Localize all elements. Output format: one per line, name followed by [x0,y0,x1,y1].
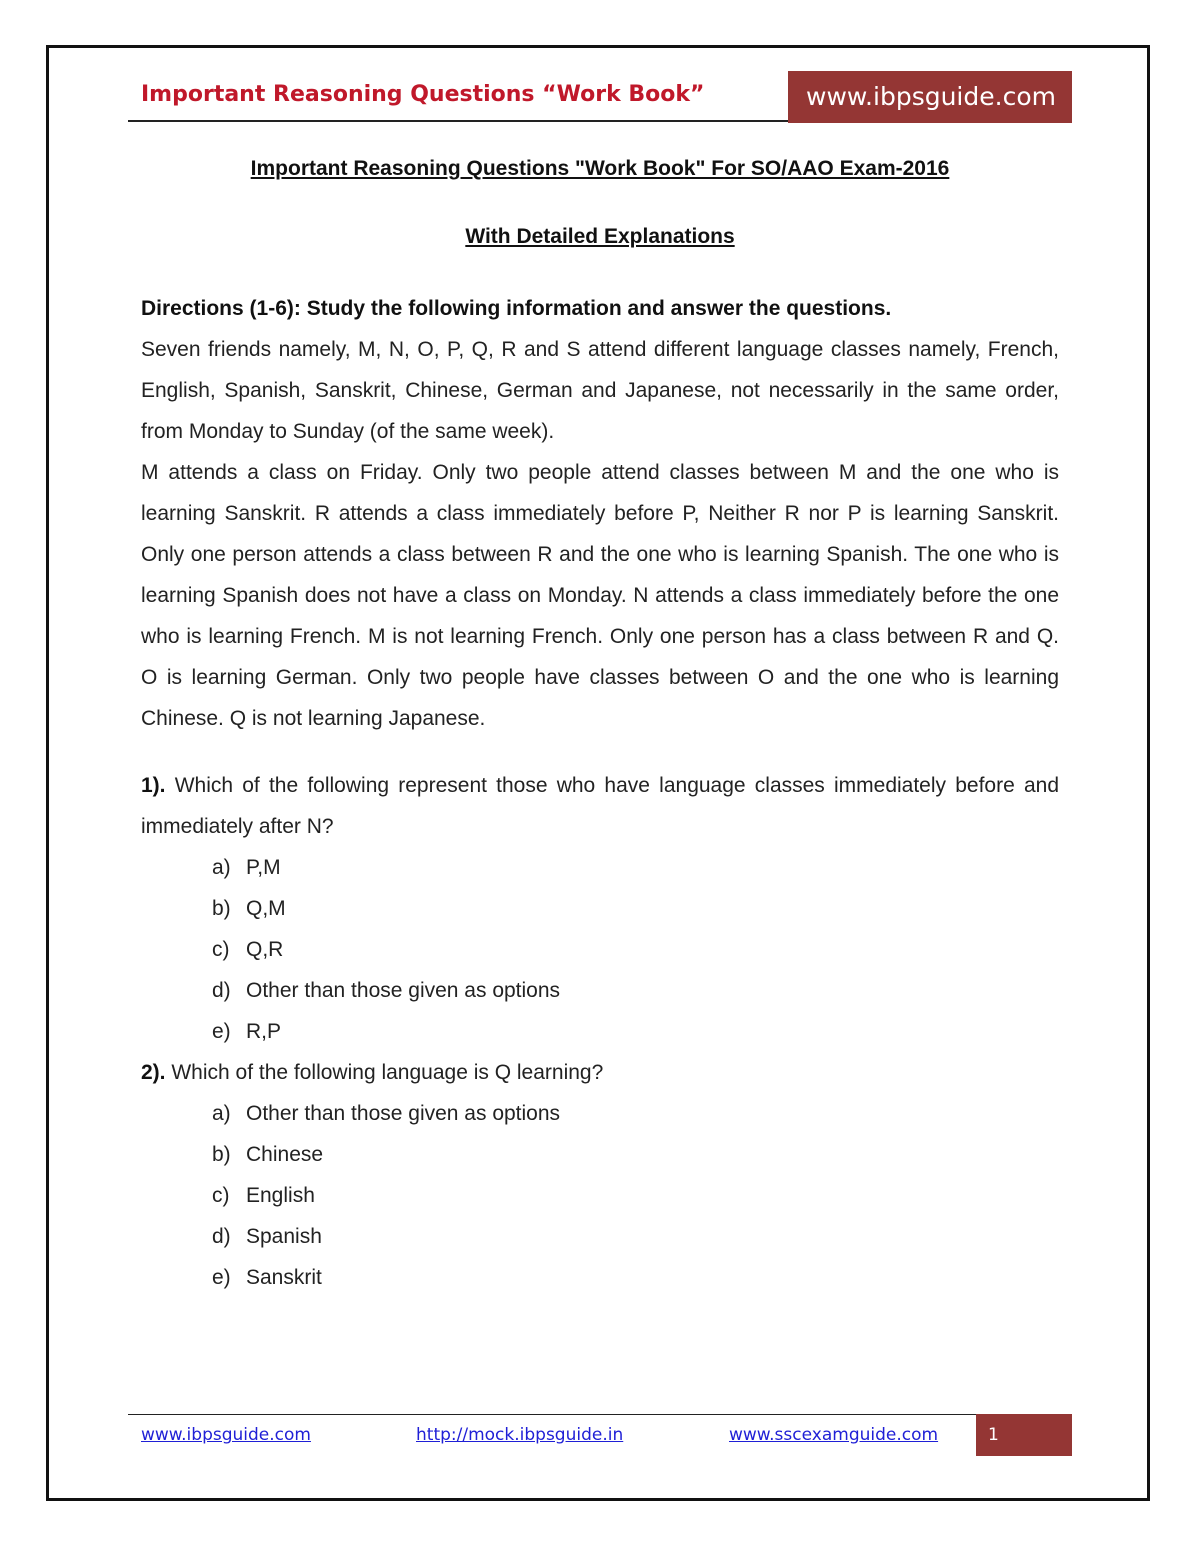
option-item [212,1011,1059,1052]
option-letter: d) [212,979,231,1002]
option-item [212,1216,1059,1257]
option-text: Spanish [246,1225,322,1248]
option-letter: c) [212,1184,230,1207]
option-item [212,970,1059,1011]
option-letter: a) [212,1102,231,1125]
option-text: Chinese [246,1143,324,1166]
option-letter: e) [212,1020,231,1043]
question-number: 2). [141,1061,166,1084]
question-text: Which of the following represent those who have language classes immediately before and immediately after N? [141,774,1059,838]
option-item [212,1257,1059,1298]
option-letter: e) [212,1266,231,1289]
option-text: R,P [246,1020,282,1043]
option-item [212,929,1059,970]
header-rule [128,120,790,122]
footer-link-sscexamguide[interactable]: www.sscexamguide.com [729,1425,939,1445]
option-letter: c) [212,938,230,961]
puzzle-paragraph: Seven friends namely, M, N, O, P, Q, R and S attend different language classes namely, French, English, Spanish, Sanskrit, Chinese, German and Japanese, not necessarily in the same order, from Monday to Sunday (of the same week). [141,338,1059,443]
footer-link-mock[interactable]: http://mock.ibpsguide.in [416,1425,624,1445]
header-site-badge: www.ibpsguide.com [788,71,1072,123]
page-number: 1 [976,1414,1072,1456]
footer-rule [128,1414,976,1415]
puzzle-paragraph: M attends a class on Friday. Only two people attend classes between M and the one who is learning Sanskrit. R attends a class immediately before P, Neither R nor P is learning Sanskrit. Only one person attends a class between R and the one who is learning Spanish. The one who is learning Spanish does not have a class on Monday. N attends a class immediately before the one who is learning French. M is not learning French. Only one person has a class between R and Q. O is learning German. Only two people have classes between O and the one who is learning Chinese. Q is not learning Japanese. [141,461,1059,730]
document-subtitle: With Detailed Explanations [465,225,735,248]
question-number: 1). [141,774,166,797]
question-1-options [141,847,1059,1052]
option-text: English [246,1184,315,1207]
question-text: Which of the following language is Q learning? [165,1061,604,1084]
document-title: Important Reasoning Questions "Work Book" For SO/AAO Exam-2016 [250,157,950,180]
question-2-options [141,1093,1059,1298]
option-text: Q,M [246,897,286,920]
option-item [212,1134,1059,1175]
option-text: Other than those given as options [246,1102,561,1125]
question-2 [141,1052,1059,1093]
option-item [212,1175,1059,1216]
option-text: P,M [246,856,281,879]
option-letter: b) [212,897,231,920]
option-item [212,888,1059,929]
directions-heading: Directions (1-6): Study the following information and answer the questions. [141,297,892,320]
question-1 [141,765,1059,847]
option-text: Other than those given as options [246,979,561,1002]
document-body [141,288,1059,1298]
option-text: Q,R [246,938,284,961]
option-letter: b) [212,1143,231,1166]
option-text: Sanskrit [246,1266,322,1289]
option-letter: d) [212,1225,231,1248]
option-letter: a) [212,856,231,879]
option-item [212,1093,1059,1134]
footer-link-ibpsguide[interactable]: www.ibpsguide.com [141,1425,311,1445]
option-item [212,847,1059,888]
header-title: Important Reasoning Questions “Work Book” [141,82,705,107]
